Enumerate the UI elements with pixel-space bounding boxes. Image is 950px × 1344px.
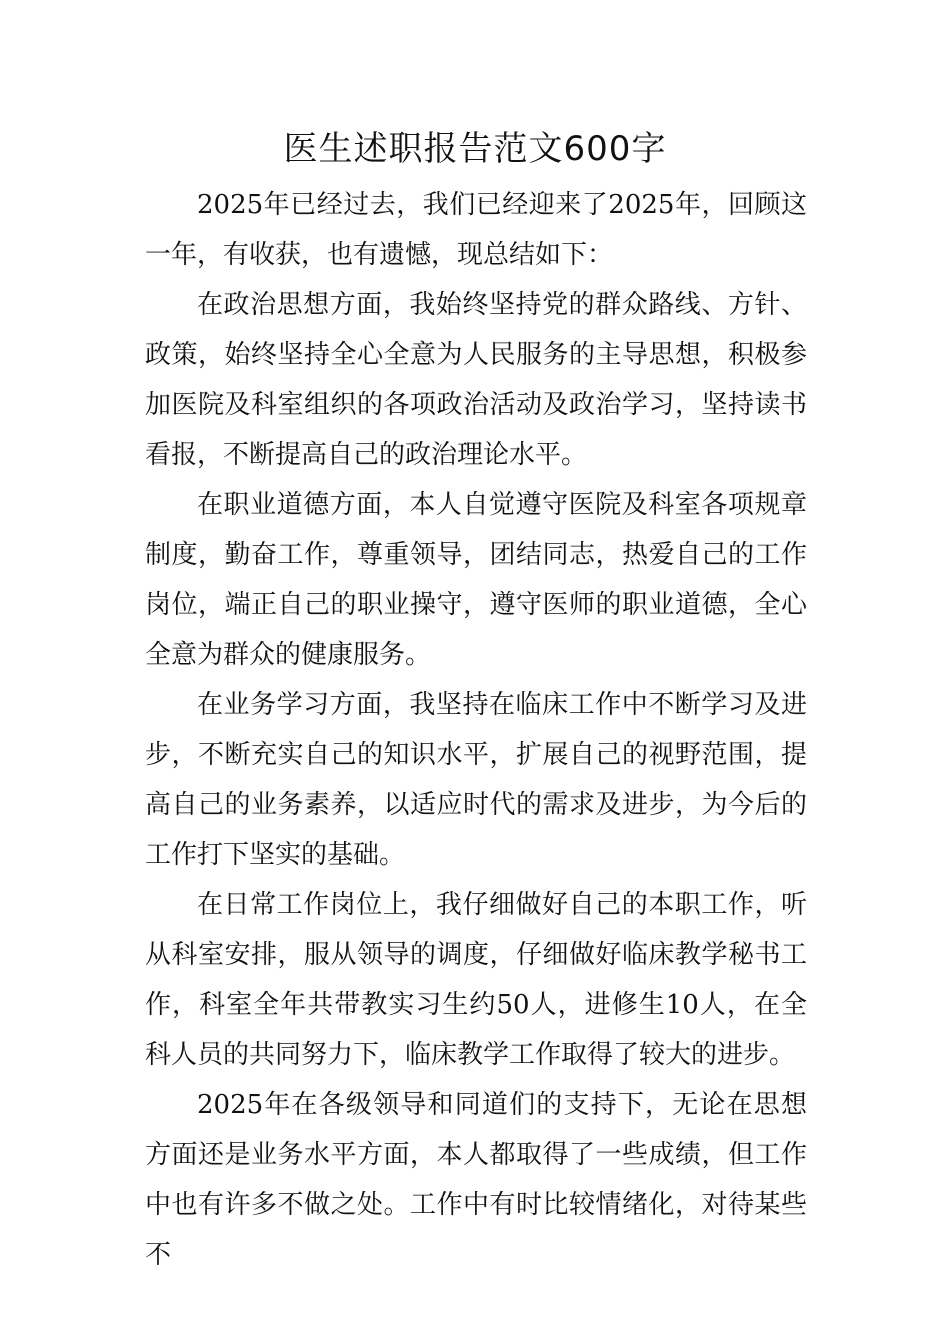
paragraph-political-thought: 在政治思想方面，我始终坚持党的群众路线、方针、政策，始终坚持全心全意为人民服务的主导思想，积极参加医院及科室组织的各项政治活动及政治学习，坚持读书看报，不断提高自己的政治理论水平。 [145, 290, 807, 470]
paragraph-daily-work: 在日常工作岗位上，我仔细做好自己的本职工作，听从科室安排，服从领导的调度，仔细做好临床教学秘书工作，科室全年共带教实习生约50人，进修生10人，在全科人员的共同努力下，临床教学工作取得了较大的进步。 [145, 890, 807, 1070]
paragraph-intro: 2025年已经过去，我们已经迎来了2025年，回顾这一年，有收获，也有遗憾，现总结如下： [145, 190, 807, 270]
paragraph-summary: 2025年在各级领导和同道们的支持下，无论在思想方面还是业务水平方面，本人都取得了一些成绩，但工作中也有许多不做之处。工作中有时比较情绪化，对待某些不 [145, 1090, 807, 1270]
document-title: 医生述职报告范文600字 [283, 129, 667, 169]
paragraph-professional-study: 在业务学习方面，我坚持在临床工作中不断学习及进步，不断充实自己的知识水平，扩展自己的视野范围，提高自己的业务素养，以适应时代的需求及进步，为今后的工作打下坚实的基础。 [145, 690, 807, 870]
document-body [145, 180, 807, 1280]
paragraph-professional-ethics: 在职业道德方面，本人自觉遵守医院及科室各项规章制度，勤奋工作，尊重领导，团结同志，热爱自己的工作岗位，端正自己的职业操守，遵守医师的职业道德，全心全意为群众的健康服务。 [145, 490, 807, 670]
